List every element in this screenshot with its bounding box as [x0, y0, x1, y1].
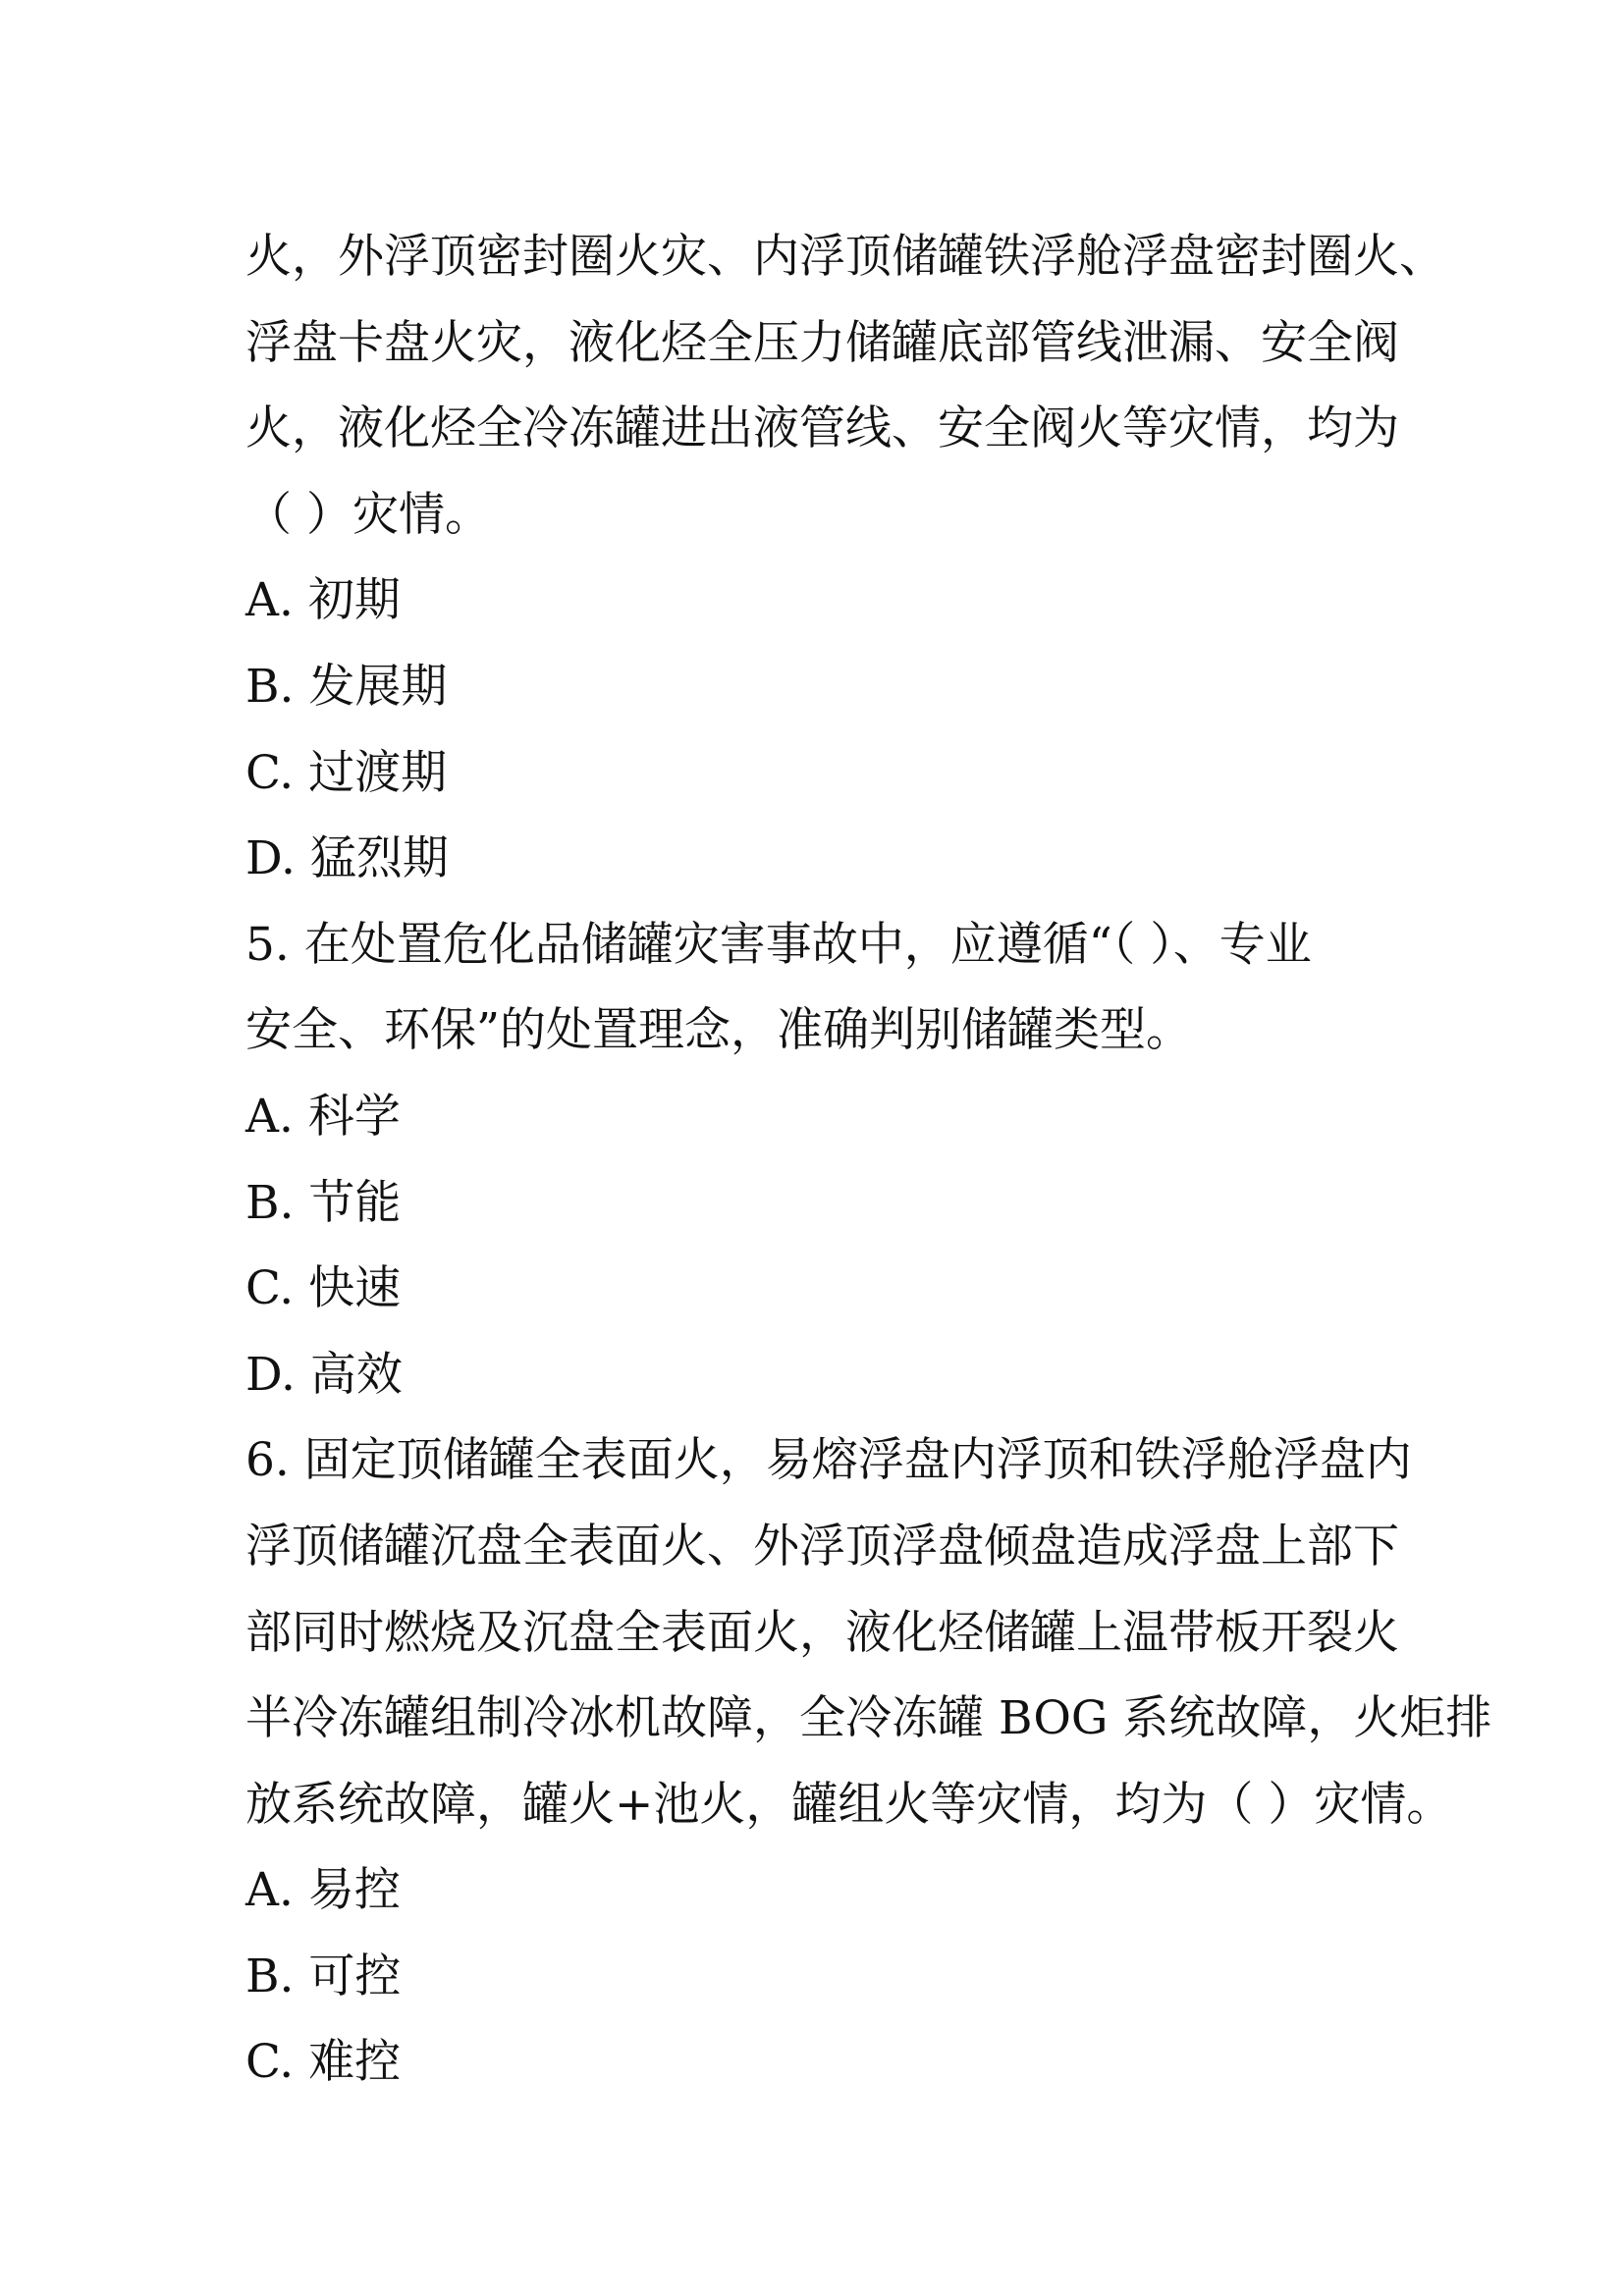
question-text-line: 浮盘卡盘火灾，液化烃全压力储罐底部管线泄漏、安全阀 [245, 315, 1399, 370]
question-text-line: （ ）灾情。 [245, 487, 491, 542]
question-text-line: 5. 在处置危化品储罐灾害事故中，应遵循“（ ）、专业 [245, 917, 1312, 972]
question-text-line: 放系统故障，罐火+池火，罐组火等灾情，均为（ ）灾情。 [245, 1777, 1453, 1832]
option-b: B. 可控 [245, 1949, 402, 2003]
option-c: C. 快速 [245, 1261, 402, 1316]
question-text-line: 火，外浮顶密封圈火灾、内浮顶储罐铁浮舱浮盘密封圈火、 [245, 230, 1445, 284]
option-c: C. 难控 [245, 2035, 402, 2090]
question-5 [245, 902, 1404, 1418]
question-text-line: 火，液化烃全冷冻罐进出液管线、安全阀火等灾情，均为 [245, 401, 1399, 456]
document-body [245, 214, 1492, 2106]
option-a: A. 易控 [245, 1863, 401, 1918]
option-a: A. 初期 [245, 573, 401, 628]
option-a: A. 科学 [245, 1089, 401, 1144]
option-d: D. 高效 [245, 1347, 403, 1402]
option-b: B. 节能 [245, 1175, 402, 1230]
question-text-line: 部同时燃烧及沉盘全表面火，液化烃储罐上温带板开裂火 [245, 1605, 1399, 1660]
option-b: B. 发展期 [245, 659, 448, 714]
question-text-line: 半冷冻罐组制冷冰机故障，全冷冻罐 BOG 系统故障，火炬排 [245, 1691, 1492, 1746]
question-4-continuation [245, 214, 1445, 902]
question-text-line: 6. 固定顶储罐全表面火，易熔浮盘内浮顶和铁浮舱浮盘内 [245, 1433, 1412, 1488]
option-c: C. 过渡期 [245, 745, 448, 800]
question-6 [245, 1417, 1492, 2106]
option-d: D. 猛烈期 [245, 831, 449, 886]
question-text-line: 浮顶储罐沉盘全表面火、外浮顶浮盘倾盘造成浮盘上部下 [245, 1519, 1399, 1574]
question-text-line: 安全、环保”的处置理念，准确判别储罐类型。 [245, 1003, 1193, 1058]
